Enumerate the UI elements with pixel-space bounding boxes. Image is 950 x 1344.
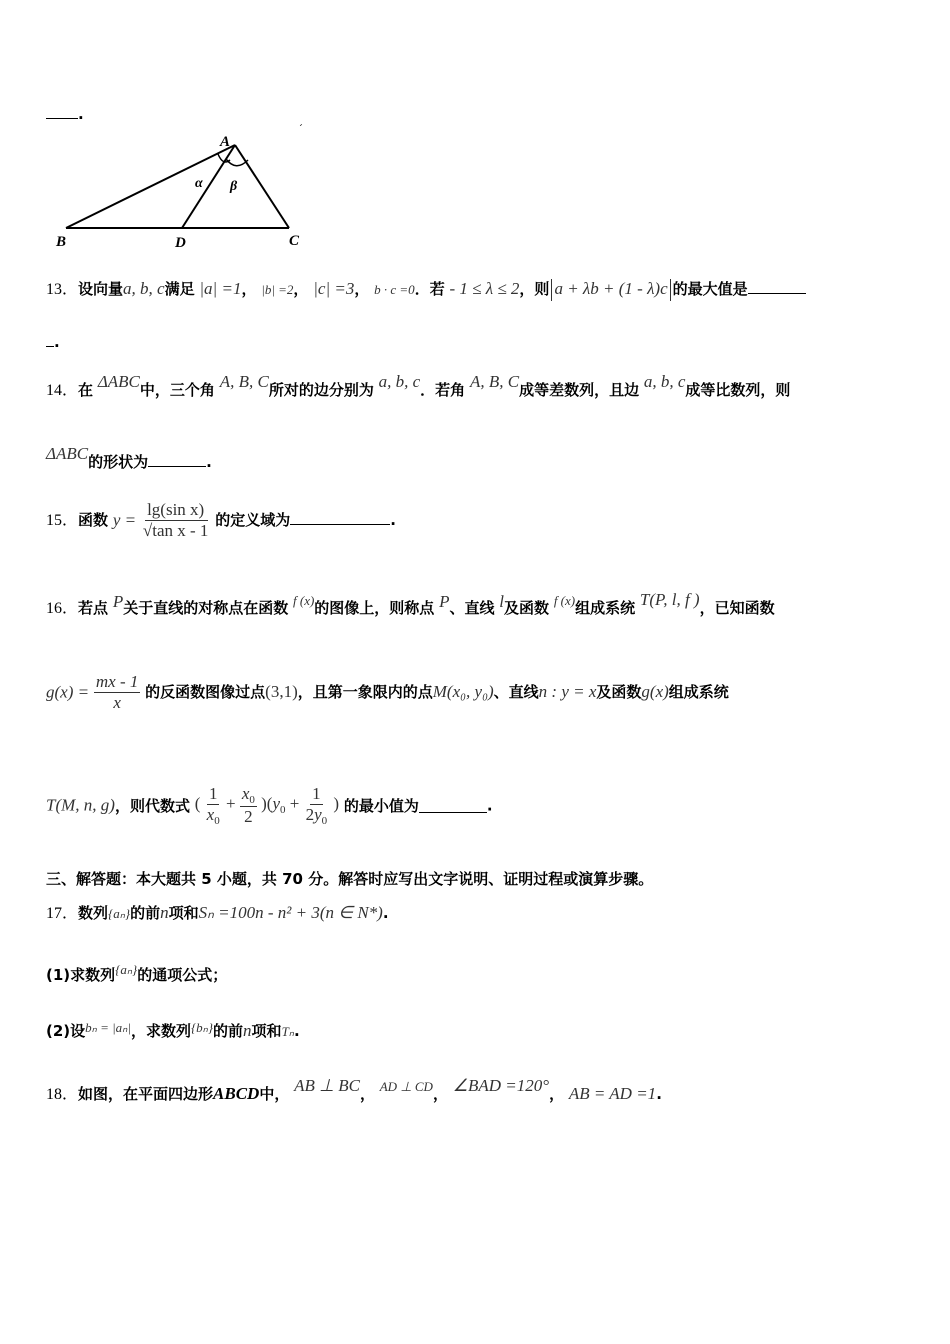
- q16-line-n: n : y = x: [538, 682, 597, 701]
- q13-text-2: 满足: [164, 280, 195, 298]
- q17-text-3: 项和: [168, 904, 199, 922]
- q13-lambda-range: - 1 ≤ λ ≤ 2: [449, 279, 520, 298]
- q14-triangle: ΔABC: [97, 372, 140, 391]
- q17-part-1: [46, 962, 227, 985]
- q16-system-T2: T(M, n, g): [46, 795, 115, 815]
- abs-bar-right: [670, 279, 671, 301]
- q13-sep-3: ，: [354, 280, 370, 298]
- q13-blank-tail: [46, 332, 60, 351]
- q18-relation-3: ∠BAD =120°: [452, 1076, 550, 1095]
- q18-quad-name: ABCD: [213, 1084, 260, 1103]
- q15-denominator: [141, 521, 211, 541]
- q18-text-2: 中，: [259, 1085, 290, 1103]
- q18-sep-2: ，: [432, 1085, 448, 1103]
- q14-angles-2: A, B, C: [469, 372, 520, 391]
- q16-text-1: 若点: [78, 599, 109, 617]
- q17-part2-n: n: [243, 1021, 252, 1040]
- q13-answer-blank: [748, 279, 806, 294]
- q16-g-numerator: mx - 1: [95, 672, 139, 691]
- q13-cond-b: |b| =2: [261, 282, 294, 297]
- q15-text-1: 函数: [78, 511, 109, 529]
- q16-answer-blank: [419, 798, 487, 813]
- q17-part2-end: .: [293, 1022, 300, 1040]
- q14-line-2: [46, 444, 212, 472]
- q17-n: n: [160, 903, 169, 922]
- q16-line-3: [46, 784, 493, 827]
- q16-text-7: ，已知函数: [699, 599, 775, 617]
- label-D: D: [175, 235, 186, 251]
- q17-end: .: [382, 904, 389, 922]
- q14-sides-2: a, b, c: [643, 372, 686, 391]
- q17-b-seq: {bₙ}: [190, 1020, 214, 1035]
- q16-g-lhs: g(x) =: [46, 682, 90, 702]
- question-14: [46, 372, 790, 400]
- label-B: B: [56, 234, 67, 250]
- q16-point-P-2: P: [439, 592, 450, 611]
- expr-frac-2: $\frac{x_0}{2}$: [241, 784, 255, 826]
- question-17: [46, 900, 389, 923]
- q16-text-5: 及函数: [504, 599, 550, 617]
- q16-point-P: P: [112, 592, 124, 611]
- q14-angles: A, B, C: [219, 372, 269, 391]
- q16-point-M: M(x₀, y₀): [432, 682, 494, 701]
- expr-frac-3: $\frac{1}{2y_0}$: [305, 784, 328, 827]
- q14-text-1: 在: [78, 381, 94, 399]
- q16-text-11: 及函数: [596, 683, 642, 701]
- q16-gx: g(x): [641, 682, 669, 701]
- q14-text-4: ．若角: [420, 381, 466, 399]
- q16-text-8: 的反函数图像过点: [145, 683, 266, 701]
- q16-expression: ( $\frac{1}{x_0}$ + $\frac{x_0}{2}$ )($y_0$ + $\frac{1}{2y_0}$ ): [194, 784, 340, 827]
- q14-end: .: [206, 453, 212, 471]
- label-alpha: α: [195, 176, 203, 191]
- q15-end: .: [390, 511, 396, 529]
- q15-numerator: lg(sin x): [147, 500, 205, 519]
- q17-b-def: bₙ = |aₙ|: [85, 1020, 131, 1035]
- triangle-figure: [52, 132, 312, 252]
- q18-number: 18．: [46, 1086, 79, 1103]
- q15-lhs: y =: [112, 510, 137, 530]
- q16-text-2: 关于直线的对称点在函数: [123, 599, 289, 617]
- triangle-lines: [66, 145, 289, 228]
- q16-system-T: T(P, l, f ): [639, 590, 700, 609]
- q17-text-2: 的前: [130, 904, 161, 922]
- question-18: [46, 1076, 662, 1104]
- q13-text-4: ，则: [519, 280, 550, 298]
- q17-Tn: Tₙ: [281, 1024, 294, 1039]
- label-A: A: [220, 134, 231, 150]
- q13-expression: a + λb + (1 - λ)c: [554, 279, 668, 298]
- expr-frac-1: $\frac{1}{x_0}$: [206, 784, 220, 827]
- q14-text-5: 成等差数列，且边: [519, 381, 640, 399]
- q16-fx: f (x): [293, 593, 315, 608]
- q17-sequence: {aₙ}: [108, 906, 131, 921]
- q14-sides: a, b, c: [378, 372, 421, 391]
- q17-part2-text-2: ，求数列: [130, 1022, 191, 1040]
- q16-text-4: 、直线: [449, 599, 495, 617]
- section-3-heading: 三、解答题：本大题共 5 小题，共 70 分。解答时应写出文字说明、证明过程或演算步骤。: [46, 870, 654, 888]
- q13-cond-bc: b · c =0: [374, 282, 415, 297]
- q17-part1-text-2: 的通项公式；: [137, 966, 228, 984]
- q16-fx-2: f (x): [553, 593, 576, 608]
- question-13: [46, 276, 806, 301]
- q15-text-2: 的定义域为: [215, 511, 291, 529]
- q14-triangle-2: ΔABC: [46, 444, 89, 463]
- q13-number: 13．: [46, 281, 79, 298]
- q16-g-denominator: x: [113, 693, 121, 712]
- abs-bar-left: [551, 279, 552, 301]
- q17-part2-text: (2)设: [46, 1022, 86, 1040]
- q16-g-fraction: [94, 672, 140, 713]
- q14-text-2: 中，三个角: [139, 381, 215, 399]
- q13-sep-2: ，: [293, 280, 309, 298]
- q13-vars: a, b, c: [123, 279, 165, 298]
- sqrt-icon: √: [142, 521, 153, 540]
- q13-cond-c: |c| =3: [313, 279, 355, 298]
- prev-answer-blank: [46, 104, 84, 123]
- q18-text-1: 如图，在平面四边形: [78, 1085, 214, 1103]
- q16-text-9: ，且第一象限内的点: [297, 683, 433, 701]
- q18-end: .: [656, 1085, 662, 1103]
- q17-part1-text: (1)求数列: [46, 966, 116, 984]
- q16-end: .: [486, 796, 493, 815]
- q16-text-12: 组成系统: [668, 683, 729, 701]
- q13-text-3: ．若: [414, 280, 445, 298]
- q18-sep-1: ，: [359, 1085, 375, 1103]
- q14-number: 14．: [46, 382, 79, 399]
- q18-relation-4: AB = AD =1: [568, 1084, 657, 1103]
- q13-end: .: [54, 333, 60, 351]
- q13-text-5: 的最大值是: [672, 280, 748, 298]
- q17-text-1: 数列: [78, 904, 109, 922]
- q18-relation-2: AD ⊥ CD: [379, 1079, 433, 1094]
- q13-sep-1: ，: [241, 280, 257, 298]
- q14-text-3: 所对的边分别为: [268, 381, 374, 399]
- q15-fraction: [141, 500, 211, 541]
- q16-line-2: [46, 672, 729, 713]
- q17-part-2: [46, 1020, 300, 1041]
- q16-number: 16．: [46, 600, 79, 617]
- q16-text-6: 组成系统: [575, 599, 636, 617]
- prev-dot: .: [78, 105, 84, 123]
- q13-cond-a: |a| =1: [199, 279, 242, 298]
- question-16: [46, 590, 775, 618]
- q16-point: (3,1): [265, 682, 298, 701]
- q16-line-l: l: [499, 592, 505, 611]
- q18-sep-3: ，: [549, 1085, 565, 1103]
- stray-mark: ˊ: [298, 124, 303, 135]
- q17-part1-seq: {aₙ}: [115, 962, 138, 977]
- label-C: C: [289, 233, 300, 249]
- label-beta: β: [230, 179, 238, 194]
- side-AC: [235, 145, 289, 228]
- q17-part2-text-3: 的前: [213, 1022, 244, 1040]
- q17-formula: Sₙ =100n - n² + 3(n ∈ N*): [198, 903, 383, 922]
- q15-answer-blank: [290, 510, 390, 525]
- q15-denom-text: tan x - 1: [152, 521, 209, 540]
- q14-answer-blank: [148, 452, 206, 467]
- q14-text-7: 的形状为: [88, 453, 149, 471]
- q13-text-1: 设向量: [78, 280, 124, 298]
- q16-text-14: 的最小值为: [343, 797, 419, 815]
- q16-text-3: 的图像上，则称点: [314, 599, 435, 617]
- q17-number: 17．: [46, 905, 79, 922]
- q14-text-6: 成等比数列，则: [685, 381, 791, 399]
- q16-text-13: ，则代数式: [114, 797, 190, 815]
- q17-part2-text-4: 项和: [251, 1022, 282, 1040]
- q18-relation-1: AB ⊥ BC: [294, 1076, 360, 1095]
- q16-text-10: 、直线: [493, 683, 539, 701]
- question-15: [46, 500, 396, 541]
- q15-number: 15．: [46, 512, 79, 529]
